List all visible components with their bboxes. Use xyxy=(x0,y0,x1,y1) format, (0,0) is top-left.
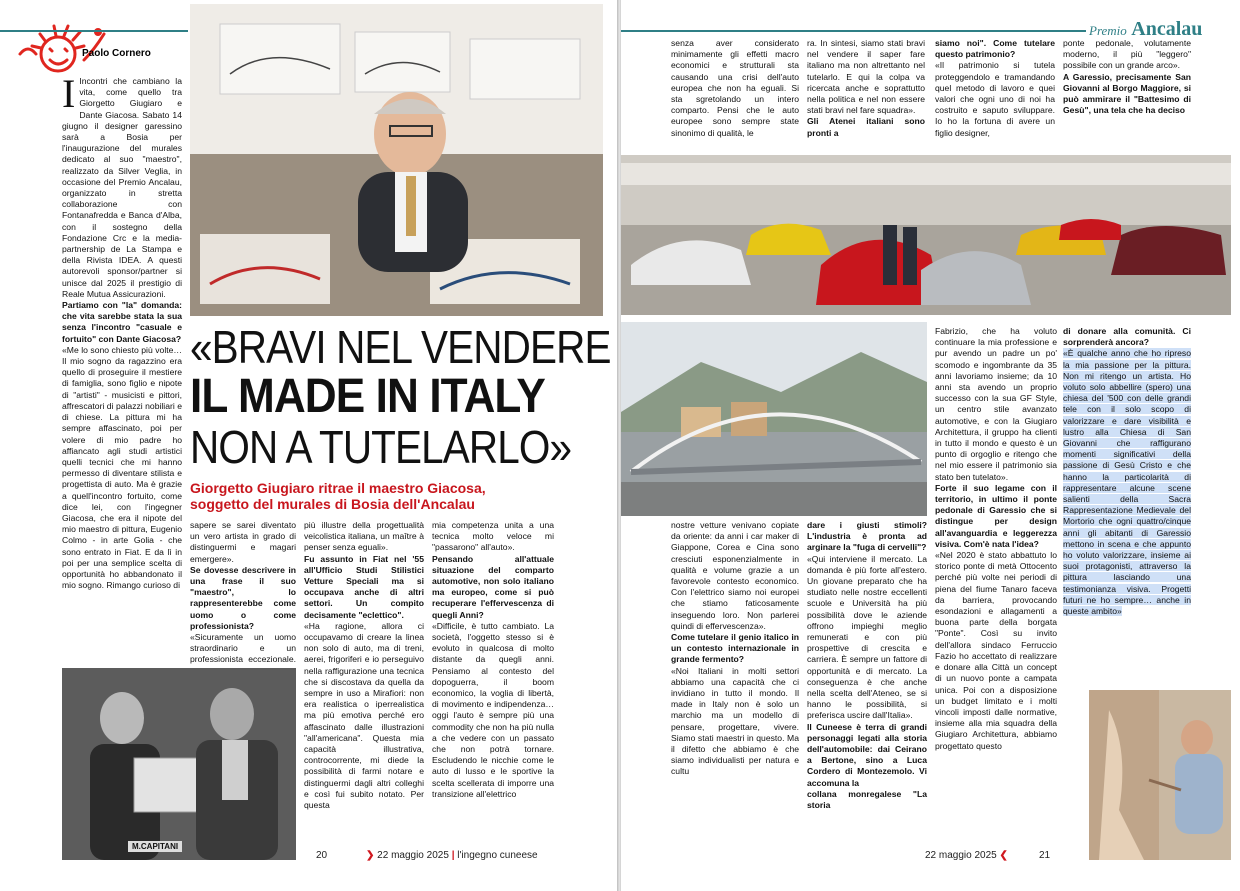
question-7-continued: collana monregalese "La storia xyxy=(807,788,927,811)
highlighted-answer[interactable]: «È qualche anno che ho ripreso la mia passione per la pittura. Non mi ritengo un artista. Ho voluto solo abbellire (spero) una chiesa del '500 con delle grandi tele con il solo scopo di valorizzare e dare visibilità e lustro alla Chiesa di San Giovanni che raffigurano momenti significativi della passione di Gesù Cristo e che hanno la particolarità di rappresentare alcune scene salienti della Sacra Rappresentazione Medievale del Mortorio che ogni quattro/cinque anni gli abitanti di Garessio mettono in scena e che appunto ho voluto valorizzare, insieme ai suoi protagonisti, attraverso la pittura lasciando una testimonianza visiva. Progetti futuri ne ho sempre… anche in queste ambito» xyxy=(1063,348,1191,617)
answer-9 xyxy=(1063,348,1191,617)
answer-7: «Il patrimonio si tutela proteggendolo e tramandando quel metodo di lavoro e quei valori che ogni uno di noi ha costruito e saputo sviluppare. Io ho la fortuna di avere un figlio designer, xyxy=(935,60,1055,138)
photo-historic-handshake xyxy=(62,668,296,860)
article-column-2 xyxy=(190,520,296,665)
answer-1: «Me lo sono chiesto più volte… Il mio sogno da ragazzino era quello di proseguire il mestiere di famiglia, sono figlio e nipote di "artisti" - musicisti e pittori, affrescatori di palazzi nobiliari e di chiese. La pittura mi ha sempre affascinato, poi per volere di mio padre ho affiancato agli studi artistici quelli tecnici che mi hanno permesso di diventare stilista e progettista di auto. Ma è grazie a quell'incontro fortuito, come dice lei, con l'ingegner Giacosa, che era il nipote del mio maestro di pittura, Eugenio Colmo - in arte Golia - che sono entrato in Fiat. E da lì in poi per una semplice scelta di opportunità ho abbandonato il mio sogno. Rimango curioso di xyxy=(62,344,182,591)
question-8: Forte il suo legame con il territorio, in ultimo il ponte pedonale di Garessio che si distingue per design all'avanguardia e leggerezza visiva. Com'è nata l'idea? xyxy=(935,482,1057,549)
photo-caption: M.CAPITANI xyxy=(128,841,182,852)
right-column-4 xyxy=(1063,38,1191,148)
question-6-start: Gli Atenei italiani sono pronti a xyxy=(807,116,925,138)
question-5: Come tutelare il genio italico in un contesto internazionale in grande fermento? xyxy=(671,632,799,665)
photo-car-showroom xyxy=(621,155,1231,315)
right-page-number: 21 xyxy=(1039,850,1051,861)
drop-cap: I xyxy=(62,71,76,116)
right-lower-column-1 xyxy=(671,520,799,862)
answer-8: «Nel 2020 è stato abbattuto lo storico ponte di metà Ottocento perché più volte nei periodi di piena del fiume Tanaro faceva da barriera, provocando esondazioni e allagamenti a buona parte della borgata "Ponte". Così su invito dell'allora sindaco Ferruccio Fazio ho accettato di realizzare e donare alla Città un concept di un nuovo ponte a campata unica. Poi con a disposizione un budget limitato e i molti vincoli imposti dalle normative, insieme alla mia squadra della Giugiaro Architettura, abbiamo progettato questo xyxy=(935,550,1057,751)
question-1: Partiamo con "la" domanda: che vita sarebbe stata la sua senza l'incontro "casuale e fortuito" con Dante Giacosa? xyxy=(62,300,182,344)
page-right xyxy=(621,0,1240,891)
question-9-end: di donare alla comunità. Ci sorprenderà ancora? xyxy=(1063,326,1191,348)
separator-bar: | xyxy=(451,850,455,861)
left-footer xyxy=(366,850,538,861)
left-page-number: 20 xyxy=(316,850,328,861)
right-footer xyxy=(925,850,1008,861)
answer-1-end: sapere se sarei diventato un vero artista in grado di distinguermi e magari emergere». xyxy=(190,520,296,564)
photo-designer-at-desk xyxy=(190,4,603,316)
photo-painter-at-canvas xyxy=(1089,690,1231,860)
left-footer-title: l'ingegno cuneese xyxy=(457,850,538,861)
headline xyxy=(190,322,610,472)
answer-7-end: Fabrizio, che ha voluto continuare la mia professione e pur avendo un padre un po' scomodo e ingombrante da 35 anni lavoriamo insieme; da 10 anni sta avendo un proprio successo con la sua GF Style, un centro stile avanzato automotive, e con la Giugiaro Architettura, il gruppo ha clienti in tutto il mondo e questo è un punto di orgoglio e ritengo che nel mio essere il patrimonio sia stato ben tutelato». xyxy=(935,326,1057,482)
right-far-column xyxy=(1063,326,1191,686)
question-7-end: siamo noi". Come tutelare questo patrimonio? xyxy=(935,38,1055,60)
brand-prefix: Premio xyxy=(1089,23,1127,38)
right-lower-column-2 xyxy=(807,520,927,862)
answer-5-start: «Noi Italiani in molti settori abbiamo una capacità che ci invidiano in tutto il mondo. Il made in Italy non è solo un marchio ma un modello di pensare, progettare, vivere. Siamo stati maestri in questo. Ma il difetto che abbiamo è che siamo individualisti per natura e cultu xyxy=(671,665,799,777)
article-column-4 xyxy=(432,520,554,862)
answer-3: «Ha ragione, allora ci occupavamo di creare la linea non solo di auto, ma di treni, aerei, frigoriferi e io perseguivo nella raffigurazione una tecnica che si discostava da quella da sempre in uso a Mirafiori: non era realistica o iperrealistica ma più emotiva perché ero affascinato dalle illustrazioni "all'americana". Questa mia capacità illustrativa, controcorrente, mi diede la possibilità di farmi notare e distinguermi dagli altri colleghi e così fui subito notato. Per questa xyxy=(304,620,424,811)
answer-6: «Qui interviene il mercato. La domanda è più forte all'estero. Un giovane preparato che ha studiato nelle nostre eccellenti scuole e Università ha più possibilità dove le aziende offrono impieghi meglio remunerati e con più prospettive di crescita e carriera. È sempre un fattore di opportunità e di mercato. La conseguenza è che anche nella scelta dell'Ateneo, se si hanno le possibilità, si preferisca uscire dall'Italia». xyxy=(807,553,927,721)
subtitle-line-2: soggetto del murales di Bosia dell'Ancalau xyxy=(190,496,475,512)
subtitle-line-1: Giorgetto Giugiaro ritrae il maestro Giacosa, xyxy=(190,480,486,496)
left-top-rule xyxy=(0,30,188,32)
right-column-1 xyxy=(671,38,799,148)
chevron-left-icon: ❮ xyxy=(999,850,1008,861)
bridge-illustration xyxy=(621,322,927,516)
page-left xyxy=(0,0,618,891)
question-3: Fu assunto in Fiat nel '55 all'Ufficio Studi Stilistici Vetture Speciali ma si occupava anche di altri settori. Un compito decisamente "eclettico". xyxy=(304,553,424,620)
answer-2-start: «Sicuramente un uomo straordinario e un professionista eccezionale. xyxy=(190,632,296,665)
answer-8-end: ponte pedonale, volutamente moderno, il più "leggero" possibile con un grande arco». xyxy=(1063,38,1191,71)
headline-line-2: IL MADE IN ITALY xyxy=(190,370,545,423)
right-footer-date: 22 maggio 2025 xyxy=(925,850,997,861)
question-2: Se dovesse descrivere in una frase il suo "maestro", lo rappresenterebbe come uomo o come professionista? xyxy=(190,564,296,631)
right-column-2 xyxy=(807,38,925,148)
brand-name: Ancalau xyxy=(1131,18,1203,40)
headline-line-3: NON A TUTELARLO» xyxy=(190,421,572,473)
question-4: Pensando all'attuale situazione del comparto automotive, non solo italiano ma europeo, come si può recuperare l'effervescenza di quegli Anni? xyxy=(432,553,554,620)
left-footer-date: 22 maggio 2025 xyxy=(377,850,449,861)
article-column-3 xyxy=(304,520,424,862)
painter-illustration xyxy=(1089,690,1231,860)
right-top-rule xyxy=(621,30,1086,32)
answer-4: «Difficile, è tutto cambiato. La società, l'oggetto stesso si è evoluto in qualcosa di molto distante da quegli anni. Pensiamo al contesto del dopoguerra, il boom economico, la voglia di libertà, di movimento e indipendenza… oggi l'auto è sempre più una commodity che non ha più nulla a che vedere con un passato che non potrà tornare. Escludendo le nicchie come le auto di lusso e le sportive la scelta scellerata di imporre una transizione all'elettrico xyxy=(432,620,554,799)
chevron-right-icon: ❯ xyxy=(366,850,375,861)
right-middle-column xyxy=(935,326,1057,862)
showroom-illustration xyxy=(621,155,1231,315)
answer-4-end: senza aver considerato minimamente gli effetti macro economici e strutturali sta causando una crisi dell'auto europea che non ha eguali. Si sta sgretolando un intero comparto. Pensi che le auto europee sono sempre state sinonimo di qualità, le xyxy=(671,38,799,138)
photo-garessio-bridge xyxy=(621,322,927,516)
answer-3-end: mia competenza unita a una tecnica molto veloce mi "passarono" all'auto». xyxy=(432,520,554,553)
answer-2-end: più illustre della progettualità veicolistica italiana, un maître à penser senza eguali». xyxy=(304,520,424,553)
designer-illustration xyxy=(190,4,603,316)
headline-line-1: «BRAVI NEL VENDERE xyxy=(190,321,611,373)
answer-4-continued: nostre vetture venivano copiate da oriente: da anni i car maker di Giappone, Corea e Cina sono cresciuti esponenzialmente in qualità e volume grazie a un favorevole contesto economico. Con l'elettrico siamo noi europei che stiamo faticosamente inseguendo loro. Non parlerei quindi di effervescenza». xyxy=(671,520,799,631)
intro-paragraph: Incontri che cambiano la vita, come quello tra Giorgetto Giugiaro e Dante Giacosa. Sabato 14 giugno il designer garessino sarà a Bosia per l'inaugurazione del murales dedicato al suo "maestro", realizzato da Silver Veglia, in occasione del Premio Ancalau, organizzato in stretta collaborazione con Fontanafredda e Banca d'Alba, con il sostegno della Fondazione Crc e la media-partnership de La Stampa e della Rivista IDEA. A questi autorevoli sponsor/partner si unisce dal 2025 il prestigio di Reale Mutua Assicurazioni. xyxy=(62,76,182,299)
question-7-start: Il Cuneese è terra di grandi personaggi legati alla storia dell'automobile: dai Ceirano a Bertone, sino a Luca Cordero di Montezemolo. Vi accomuna la xyxy=(807,721,927,788)
question-9: A Garessio, precisamente San Giovanni al Borgo Maggiore, si può ammirare il "Battesimo di Gesù", una tela che ha deciso xyxy=(1063,71,1191,116)
answer-5: ra. In sintesi, siamo stati bravi nel vendere il saper fare italiano ma non altrettanto nel tutelarlo. E qui la colpa va ricercata anche e soprattutto nella politica e nel non essere stati bravi nel fare squadra». xyxy=(807,38,925,116)
subtitle xyxy=(190,480,610,512)
author-byline: Paolo Cornero xyxy=(82,48,151,59)
historic-photo-illustration xyxy=(62,668,296,860)
article-column-1 xyxy=(62,71,182,646)
question-6-end: dare i giusti stimoli? L'industria è pronta ad arginare la "fuga di cervelli"? xyxy=(807,520,927,553)
right-column-3 xyxy=(935,38,1055,148)
